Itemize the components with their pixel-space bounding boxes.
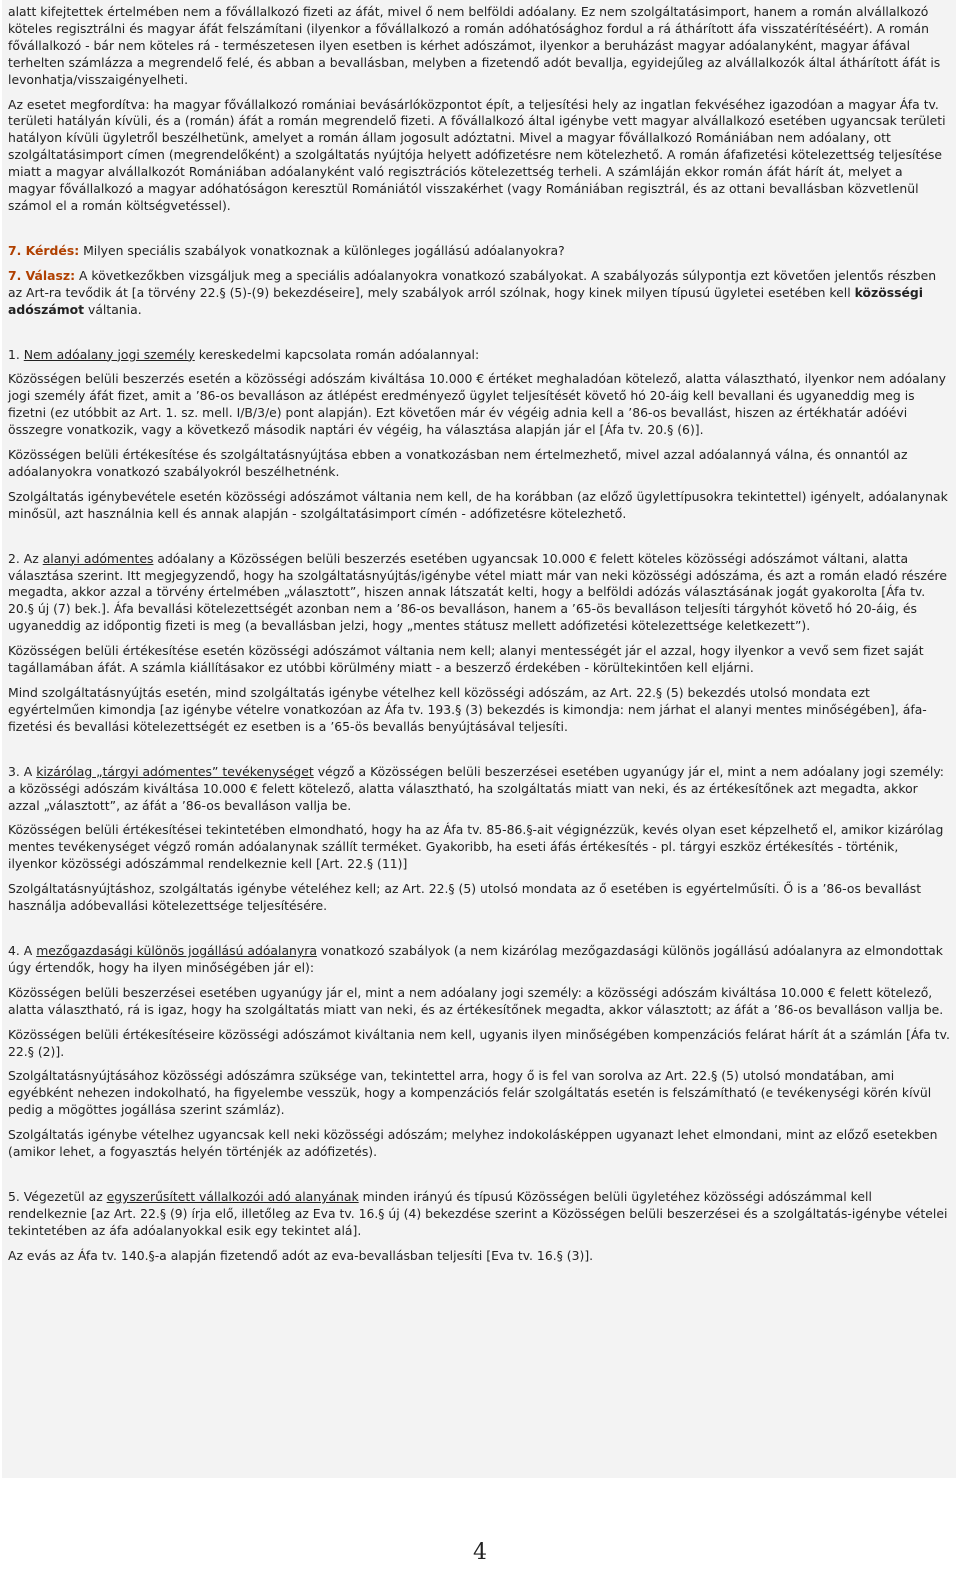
section-4-paragraph: Szolgáltatás igénybe vételhez ugyancsak kell neki közösségi adószám; melyhez indokolásképpen ugyanazt lehet elmondani, mint az előző esetekben (amikor lehet, a fogyasztás helyén történjék az adófizetés). [8,1127,938,1160]
section-2-paragraph: 2. Az alanyi adómentes adóalany a Közösségen belüli beszerzés esetében ugyancsak 10.000 € felett köteles közösségi adószámot váltani, alatta választása szerint. Itt megjegyzendő, hogy ha szolgáltatásnyújtás/igénybe vétel miatt már van neki közösségi adószáma, és azt a román eladó részére megadta, akkor azzal a törvény értelmében „választott”, hiszen annak látszatát kelti, hogy a belföldi adózás választásának jogát gyakorolta [Áfa tv. 20.§ új (7) bek.]. Áfa bevallási kötelezettségét azonban nem a ’86-os bevalláson, hanem a ’65-ös bevalláson teljesíti tárgyhót követő hó 20-áig, és ugyaneddig az időpontig fizeti is meg (a bevallásban jelzi, hogy „mentes státusz mellett adófizetési kötelezettsége keletkezett”). [8,550,947,634]
section-4-paragraph: Szolgáltatásnyújtásához közösségi adószámra szüksége van, tekintettel arra, hogy ő is fel van sorolva az Art. 22.§ (5) utolsó mondatában, ami egyébként nehezen indokolható, ha figyelembe vesszük, hogy a kompenzációs felár szolgáltatás esetén is felszámítható (e tevékenységi körén kívül pedig a mögöttes jogállása szerint számláz). [8,1068,932,1118]
section-3-paragraph: Közösségen belüli értékesítései tekintetében elmondható, hogy ha az Áfa tv. 85-86.§-ait végignézzük, kevés olyan eset képzelhető el, amikor kizárólag mentes tevékenységet végző román adóalanynak szállít terméket. Gyakoribb, ha eseti áfás értékesítés - pl. tárgyi eszköz értékesítés - történik, ilyenkor közösségi adószámmal rendelkeznie kell [Art. 22.§ (11)] [8,822,944,872]
answer-bold-term: közösségi adószámot [8,284,924,317]
answer-7: 7. Válasz: A következőkben vizsgáljuk meg a speciális adóalanyokra vonatkozó szabályokat. A szabályozás súlypontja ezt követően jelentős részben az Art-ra tevődik át [a törvény 22.§ (5)-(9) bekezdéseire], mely szabályok arról szólnak, hogy kinek milyen típusú ügyletei esetében kell közösségi adószámot váltania. [8,267,937,317]
section-3-paragraph: 3. A kizárólag „tárgyi adómentes” tevékenységet végző a Közösségen belüli beszerzései esetében ugyanúgy jár el, mint a nem adóalany jogi személy: a közösségi adószám kiváltása 10.000 € felett kötelező, alatta választható, ha szolgáltatás miatt van neki, és az értékesítőnek azt megadta, akkor azzal „választott”, az áfát a ’86-os bevalláson vallja be. [8,763,944,813]
section-5-link[interactable]: egyszerűsített vállalkozói adó alanyának [106,1188,359,1204]
answer-label: 7. Válasz: [8,267,76,283]
section-4-link[interactable]: mezőgazdasági különös jogállású adóalanyra [36,942,317,958]
section-1-link[interactable]: Nem adóalany jogi személy [23,346,195,362]
section-5-paragraph: Az evás az Áfa tv. 140.§-a alapján fizetendő adót az eva-bevallásban teljesíti [Eva tv. 16.§ (3)]. [8,1247,594,1263]
section-3-link[interactable]: kizárólag „tárgyi adómentes” tevékenységet [36,763,314,779]
section-3-paragraph: Szolgáltatásnyújtáshoz, szolgáltatás igénybe vételéhez kell; az Art. 22.§ (5) utolsó mondata az ő esetében is egyértelműsíti. Ő is a ’86-os bevallást használja adóbevallási kötelezettsége teljesítésére. [8,881,922,914]
section-4-paragraph: Közösségen belüli értékesítéseire közösségi adószámot kiváltania nem kell, ugyanis ilyen minőségében kompenzációs felárat hárít át a számlán [Áfa tv. 22.§ (2)]. [8,1026,950,1059]
section-1-paragraph: Közösségen belüli értékesítése és szolgáltatásnyújtása ebben a vonatkozásban nem értelmezhető, mivel azzal adóalannyá válna, és onnantól az adóalanyokra vonatkozó szabályokról beszélhetnénk. [8,447,908,479]
section-1-paragraph: Közösségen belüli beszerzés esetén a közösségi adószám kiváltása 10.000 € értéket meghaladóan kötelező, alatta választható, ilyenkor nem adóalany jogi személy áfát fizet, amit a ’86-os bevalláson az átlépést eredményező ügylet teljesítését követő hó 20-áig kell bevallani és ugyaneddig meg is fizetni (ez utóbbit az Art. 1. sz. mell. I/B/3/e) pont alapján). Ezt követően már év végéig adnia kell a ’86-os bevallást, hiszen az értékhatár adóévi összegre vonatkozik, vagy a következő második naptári év végéig, ha választása alapján jár el [Áfa tv. 20.§ (6)]. [8,371,946,438]
document-panel [2,0,956,1478]
section-2-paragraph: Közösségen belüli értékesítése esetén közösségi adószámot váltania nem kell; alanyi mentességét jár el azzal, hogy ilyenkor a vevő sem fizet saját tagállamában áfát. A számla kiállításakor ez utóbbi körülmény miatt - a beszerző érdekében - körültekintően kell eljárni. [8,643,924,676]
section-1-heading: 1. Nem adóalany jogi személy kereskedelmi kapcsolata román adóalannyal: [8,346,480,362]
section-2-link[interactable]: alanyi adómentes [42,550,154,566]
page-number: 4 [473,1540,487,1565]
question-7 [8,243,950,260]
paragraph-intro: alatt kifejtettek értelmében nem a fővállalkozó fizeti az áfát, mivel ő nem belföldi adóalany. Ez nem szolgáltatásimport, hanem a román alvállalkozó köteles regisztrálni és magyar áfát felszámítani (ilyenkor a fővállalkozó a román adóhatósághoz fordul a rá áthárított áfa visszatérítéséért). A román fővállalkozó - bár nem köteles rá - természetesen ilyen esetben is kérhet adószámot, ilyenkor a beruházást magyar adóalanyként, magyar áfával terhelten számlázza a megrendelő felé, és abban a bevallásban, melyben a fizetendő adót bevallja, egyidejűleg az alvállalkozók által áthárított áfát is levonhatja/visszaigényelheti. [8,4,941,87]
section-4-paragraph: Közösségen belüli beszerzései esetében ugyanúgy jár el, mint a nem adóalany jogi személy: a közösségi adószám kiváltása 10.000 € felett kötelező, alatta választható, rá is igaz, hogy ha szolgáltatás miatt van neki, és az értékesítőnek megadta, akkor választott; az áfát a ’86-os bevalláson vallja be. [8,984,944,1017]
section-2-paragraph: Mind szolgáltatásnyújtás esetén, mind szolgáltatás igénybe vételhez kell közösségi adószám, az Art. 22.§ (5) bekezdés utolsó mondata ezt egyértelműen kimondja [az igénybe vételre vonatkozóan az Áfa tv. 193.§ (3) bekezdés is kimondja: nem járhat el alanyi mentes minőségében], áfa-fizetési és bevallási kötelezettségét ez esetben is a ’65-ös bevallás benyújtásával teljesíti. [8,685,927,734]
section-1-paragraph: Szolgáltatás igénybevétele esetén közösségi adószámot váltania nem kell, de ha korábban (az előző ügylettípusokra tekintettel) igényelt, adóalanynak minősül, azt használnia kell és annak alapján - szolgáltatásimport címén - adófizetésre kötelezhető. [8,488,948,521]
question-label: 7. Kérdés: [8,242,80,258]
section-5-paragraph: 5. Végezetül az egyszerűsített vállalkozói adó alanyának minden irányú és típusú Közösségen belüli ügyletéhez közösségi adószámmal kell rendelkeznie [az Art. 22.§ (9) írja elő, illetőleg az Eva tv. 16.§ új (4) bekezdése szerint a Közösségen belüli beszerzései és a szolgáltatás-igénybe vételei tekintetében az áfa adóalanyokkal esik egy tekintet alá]. [8,1188,948,1238]
question-text: Milyen speciális szabályok vonatkoznak a különleges jogállású adóalanyokra? [79,242,565,258]
section-4-paragraph: 4. A mezőgazdasági különös jogállású adóalanyra vonatkozó szabályok (a nem kizárólag mezőgazdasági különös jogállású adóalanyra az elmondottak úgy értendők, hogy ha ilyen minőségében jár el): [8,942,943,975]
paragraph-reverse-case: Az esetet megfordítva: ha magyar fővállalkozó romániai bevásárlóközpontot épít, a teljesítési hely az ingatlan fekvéséhez igazodóan a magyar Áfa tv. területi hatályán kívüli, és a (román) áfát a román megrendelő fizeti. A fővállalkozó által igénybe vett magyar alvállalkozó esetében ugyancsak területi hatályon kívüli ügyletről beszélhetünk, amelyet a román állam jogosult adóztatni. Mivel a magyar fővállalkozó Romániában nem adóalany, ott szolgáltatásimport címen (megrendelőként) a szolgáltatás nyújtója helyett adófizetésre nem kötelezhető. A román áfafizetési kötelezettség teljesítése miatt a magyar alvállalkozót Romániában adóalanyként való regisztrációs kötelezettség terheli. A számláján ekkor román áfát hárít át, melyet a magyar fővállalkozó a magyar adóhatóságon keresztül Romániától visszakérhet (vagy Romániában regisztrál, és az ottani bevallásban közvetlenül számol el a román költségvetéssel). [8,96,946,213]
